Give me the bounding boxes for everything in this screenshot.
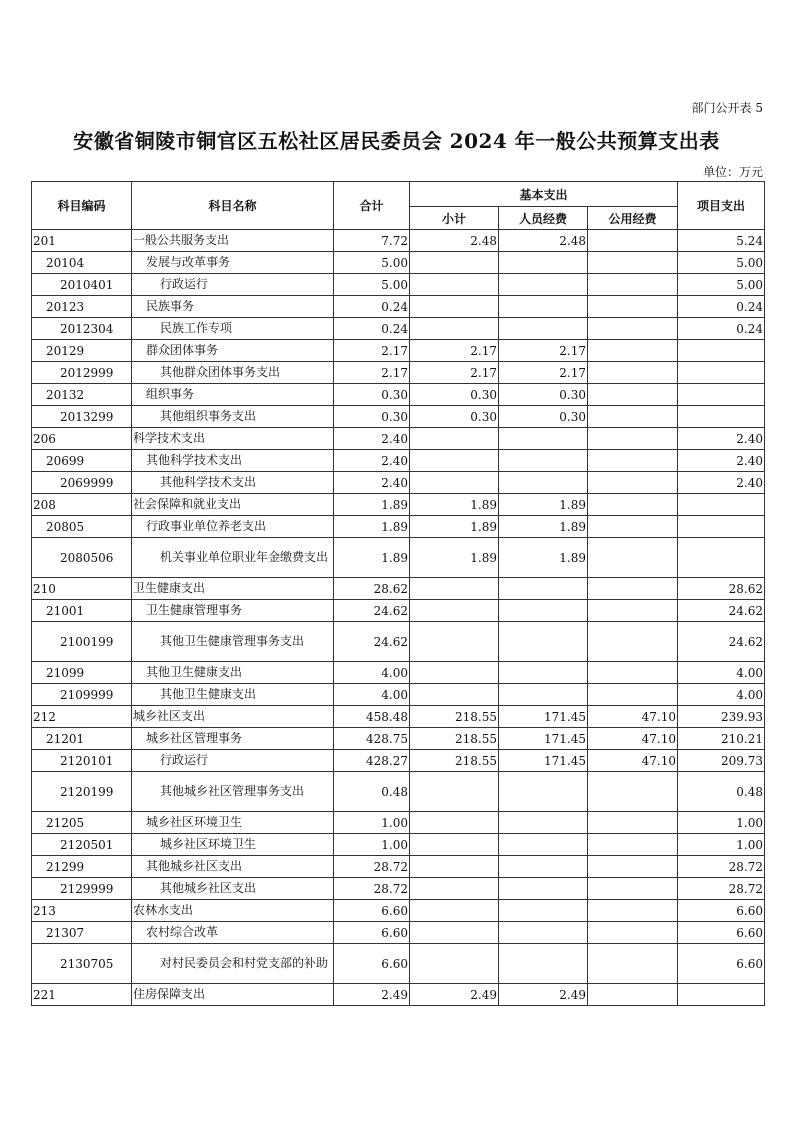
table-body: [32, 230, 765, 1006]
cell-subtotal: [410, 578, 499, 600]
cell-code: 212: [32, 706, 132, 728]
table-row: [32, 578, 765, 600]
cell-public: [588, 578, 678, 600]
cell-total: 28.72: [334, 878, 410, 900]
cell-name: 城乡社区环境卫生: [132, 812, 334, 834]
cell-total: 428.75: [334, 728, 410, 750]
cell-personnel: [499, 856, 588, 878]
cell-personnel: [499, 684, 588, 706]
cell-code: 21001: [32, 600, 132, 622]
cell-subtotal: [410, 318, 499, 340]
cell-project: 0.24: [678, 318, 765, 340]
cell-project: 4.00: [678, 662, 765, 684]
cell-project: 6.60: [678, 944, 765, 984]
cell-project: [678, 362, 765, 384]
cell-personnel: [499, 834, 588, 856]
header-total: 合计: [334, 182, 410, 230]
cell-name: 城乡社区环境卫生: [132, 834, 334, 856]
cell-name: 农林水支出: [132, 900, 334, 922]
cell-subtotal: 1.89: [410, 494, 499, 516]
cell-name: 其他卫生健康支出: [132, 662, 334, 684]
cell-code: 20104: [32, 252, 132, 274]
cell-total: 28.72: [334, 856, 410, 878]
table-row: [32, 428, 765, 450]
cell-name: 群众团体事务: [132, 340, 334, 362]
cell-public: [588, 772, 678, 812]
cell-name: 行政运行: [132, 274, 334, 296]
cell-name: 民族事务: [132, 296, 334, 318]
cell-public: [588, 450, 678, 472]
cell-code: 2130705: [32, 944, 132, 984]
cell-personnel: [499, 812, 588, 834]
cell-subtotal: [410, 922, 499, 944]
cell-total: 2.17: [334, 340, 410, 362]
cell-project: 5.00: [678, 252, 765, 274]
cell-project: 0.24: [678, 296, 765, 318]
cell-total: 5.00: [334, 252, 410, 274]
cell-name: 其他城乡社区支出: [132, 878, 334, 900]
cell-project: [678, 406, 765, 428]
cell-project: 0.48: [678, 772, 765, 812]
cell-code: 2120501: [32, 834, 132, 856]
cell-total: 2.40: [334, 428, 410, 450]
cell-total: 0.24: [334, 318, 410, 340]
cell-total: 2.49: [334, 984, 410, 1006]
table-row: [32, 362, 765, 384]
cell-subtotal: 0.30: [410, 406, 499, 428]
cell-total: 4.00: [334, 684, 410, 706]
cell-personnel: [499, 318, 588, 340]
page-title: 安徽省铜陵市铜官区五松社区居民委员会 2024 年一般公共预算支出表: [73, 129, 720, 153]
cell-personnel: [499, 878, 588, 900]
cell-name: 科学技术支出: [132, 428, 334, 450]
table-row: [32, 622, 765, 662]
cell-code: 20805: [32, 516, 132, 538]
cell-total: 1.89: [334, 538, 410, 578]
cell-code: 2120101: [32, 750, 132, 772]
cell-total: 2.40: [334, 450, 410, 472]
cell-public: [588, 856, 678, 878]
header-public: 公用经费: [588, 207, 678, 230]
cell-public: [588, 900, 678, 922]
cell-code: 2080506: [32, 538, 132, 578]
header-basic: 基本支出: [410, 182, 678, 207]
cell-subtotal: [410, 428, 499, 450]
cell-name: 其他群众团体事务支出: [132, 362, 334, 384]
cell-name: 社会保障和就业支出: [132, 494, 334, 516]
cell-personnel: 171.45: [499, 706, 588, 728]
cell-total: 4.00: [334, 662, 410, 684]
cell-code: 20129: [32, 340, 132, 362]
table-row: [32, 406, 765, 428]
cell-project: [678, 538, 765, 578]
cell-subtotal: [410, 296, 499, 318]
table-row: [32, 318, 765, 340]
cell-personnel: [499, 900, 588, 922]
cell-code: 21307: [32, 922, 132, 944]
cell-total: 7.72: [334, 230, 410, 252]
cell-personnel: [499, 662, 588, 684]
cell-subtotal: [410, 772, 499, 812]
cell-name: 其他城乡社区支出: [132, 856, 334, 878]
cell-public: [588, 406, 678, 428]
cell-total: 6.60: [334, 922, 410, 944]
cell-code: 20699: [32, 450, 132, 472]
cell-code: 213: [32, 900, 132, 922]
cell-public: [588, 230, 678, 252]
table-row: [32, 984, 765, 1006]
cell-total: 5.00: [334, 274, 410, 296]
cell-public: [588, 318, 678, 340]
cell-code: 201: [32, 230, 132, 252]
cell-subtotal: 218.55: [410, 750, 499, 772]
cell-total: 6.60: [334, 944, 410, 984]
cell-total: 6.60: [334, 900, 410, 922]
cell-subtotal: 218.55: [410, 706, 499, 728]
cell-name: 组织事务: [132, 384, 334, 406]
cell-name: 民族工作专项: [132, 318, 334, 340]
cell-total: 0.24: [334, 296, 410, 318]
cell-subtotal: 218.55: [410, 728, 499, 750]
cell-subtotal: 0.30: [410, 384, 499, 406]
cell-personnel: [499, 296, 588, 318]
cell-personnel: 2.49: [499, 984, 588, 1006]
cell-name: 其他组织事务支出: [132, 406, 334, 428]
table-row: [32, 450, 765, 472]
cell-public: [588, 252, 678, 274]
cell-subtotal: [410, 622, 499, 662]
cell-personnel: [499, 944, 588, 984]
cell-public: [588, 516, 678, 538]
cell-project: [678, 984, 765, 1006]
cell-total: 428.27: [334, 750, 410, 772]
header-personnel: 人员经费: [499, 207, 588, 230]
cell-personnel: [499, 922, 588, 944]
table-row: [32, 274, 765, 296]
cell-public: 47.10: [588, 706, 678, 728]
cell-project: 28.72: [678, 856, 765, 878]
cell-total: 2.40: [334, 472, 410, 494]
cell-personnel: [499, 450, 588, 472]
cell-total: 28.62: [334, 578, 410, 600]
cell-public: [588, 878, 678, 900]
table-row: [32, 878, 765, 900]
cell-personnel: 1.89: [499, 494, 588, 516]
cell-personnel: 0.30: [499, 406, 588, 428]
cell-project: 28.62: [678, 578, 765, 600]
table-row: [32, 684, 765, 706]
cell-subtotal: 2.17: [410, 340, 499, 362]
table-row: [32, 706, 765, 728]
header-subtotal: 小计: [410, 207, 499, 230]
cell-public: [588, 684, 678, 706]
cell-name: 住房保障支出: [132, 984, 334, 1006]
cell-public: [588, 984, 678, 1006]
table-row: [32, 516, 765, 538]
cell-code: 20123: [32, 296, 132, 318]
table-row: [32, 340, 765, 362]
table-row: [32, 834, 765, 856]
cell-subtotal: 1.89: [410, 538, 499, 578]
cell-public: [588, 922, 678, 944]
cell-project: 210.21: [678, 728, 765, 750]
cell-subtotal: [410, 450, 499, 472]
table-row: [32, 728, 765, 750]
cell-project: [678, 494, 765, 516]
cell-name: 对村民委员会和村党支部的补助: [132, 944, 334, 984]
cell-code: 210: [32, 578, 132, 600]
cell-project: 6.60: [678, 900, 765, 922]
cell-subtotal: [410, 274, 499, 296]
table-row: [32, 922, 765, 944]
form-number: 部门公开表 5: [691, 101, 763, 115]
unit-label: 单位：万元: [702, 165, 763, 179]
cell-name: 卫生健康管理事务: [132, 600, 334, 622]
cell-project: 1.00: [678, 834, 765, 856]
cell-project: 2.40: [678, 428, 765, 450]
table-row: [32, 384, 765, 406]
cell-public: [588, 538, 678, 578]
cell-public: 47.10: [588, 728, 678, 750]
cell-name: 其他科学技术支出: [132, 450, 334, 472]
cell-total: 1.89: [334, 494, 410, 516]
cell-subtotal: [410, 878, 499, 900]
cell-total: 0.48: [334, 772, 410, 812]
cell-personnel: 171.45: [499, 728, 588, 750]
cell-project: 28.72: [678, 878, 765, 900]
cell-name: 其他科学技术支出: [132, 472, 334, 494]
cell-subtotal: [410, 684, 499, 706]
table-row: [32, 296, 765, 318]
cell-name: 卫生健康支出: [132, 578, 334, 600]
cell-total: 0.30: [334, 406, 410, 428]
cell-subtotal: [410, 812, 499, 834]
cell-subtotal: [410, 662, 499, 684]
table-row: [32, 750, 765, 772]
cell-name: 城乡社区管理事务: [132, 728, 334, 750]
header-code: 科目编码: [32, 182, 132, 230]
cell-public: [588, 944, 678, 984]
cell-personnel: [499, 600, 588, 622]
cell-personnel: 2.17: [499, 340, 588, 362]
cell-total: 24.62: [334, 622, 410, 662]
cell-project: 1.00: [678, 812, 765, 834]
cell-public: [588, 622, 678, 662]
table-row: [32, 856, 765, 878]
cell-subtotal: [410, 252, 499, 274]
cell-personnel: [499, 274, 588, 296]
cell-public: [588, 274, 678, 296]
cell-code: 21099: [32, 662, 132, 684]
cell-code: 206: [32, 428, 132, 450]
cell-total: 1.00: [334, 834, 410, 856]
cell-name: 其他城乡社区管理事务支出: [132, 772, 334, 812]
cell-code: 20132: [32, 384, 132, 406]
cell-code: 208: [32, 494, 132, 516]
cell-name: 城乡社区支出: [132, 706, 334, 728]
cell-public: [588, 340, 678, 362]
cell-subtotal: 1.89: [410, 516, 499, 538]
cell-name: 机关事业单位职业年金缴费支出: [132, 538, 334, 578]
cell-subtotal: [410, 472, 499, 494]
cell-subtotal: 2.49: [410, 984, 499, 1006]
cell-public: [588, 662, 678, 684]
cell-project: 6.60: [678, 922, 765, 944]
cell-name: 行政运行: [132, 750, 334, 772]
cell-code: 2012304: [32, 318, 132, 340]
cell-subtotal: 2.48: [410, 230, 499, 252]
cell-total: 0.30: [334, 384, 410, 406]
cell-code: 2012999: [32, 362, 132, 384]
table-row: [32, 494, 765, 516]
cell-personnel: [499, 578, 588, 600]
cell-code: 21299: [32, 856, 132, 878]
table-row: [32, 812, 765, 834]
cell-public: [588, 362, 678, 384]
cell-project: 5.24: [678, 230, 765, 252]
cell-personnel: [499, 252, 588, 274]
cell-code: 2100199: [32, 622, 132, 662]
cell-total: 2.17: [334, 362, 410, 384]
table-row: [32, 252, 765, 274]
table-row: [32, 472, 765, 494]
table-row: [32, 538, 765, 578]
cell-project: 4.00: [678, 684, 765, 706]
cell-personnel: [499, 428, 588, 450]
cell-public: 47.10: [588, 750, 678, 772]
cell-project: [678, 340, 765, 362]
cell-public: [588, 428, 678, 450]
cell-code: 2069999: [32, 472, 132, 494]
cell-code: 221: [32, 984, 132, 1006]
cell-project: 2.40: [678, 472, 765, 494]
cell-personnel: 0.30: [499, 384, 588, 406]
cell-personnel: 1.89: [499, 538, 588, 578]
cell-code: 2013299: [32, 406, 132, 428]
cell-name: 一般公共服务支出: [132, 230, 334, 252]
cell-project: 24.62: [678, 622, 765, 662]
cell-code: 2109999: [32, 684, 132, 706]
cell-public: [588, 494, 678, 516]
table-row: [32, 944, 765, 984]
table-row: [32, 772, 765, 812]
budget-table: [31, 181, 765, 1006]
cell-subtotal: [410, 600, 499, 622]
cell-subtotal: 2.17: [410, 362, 499, 384]
cell-personnel: 2.48: [499, 230, 588, 252]
cell-personnel: 171.45: [499, 750, 588, 772]
cell-public: [588, 472, 678, 494]
cell-subtotal: [410, 944, 499, 984]
cell-subtotal: [410, 856, 499, 878]
cell-code: 21201: [32, 728, 132, 750]
cell-personnel: 1.89: [499, 516, 588, 538]
cell-personnel: [499, 772, 588, 812]
cell-name: 发展与改革事务: [132, 252, 334, 274]
cell-project: 239.93: [678, 706, 765, 728]
cell-project: [678, 516, 765, 538]
cell-name: 其他卫生健康管理事务支出: [132, 622, 334, 662]
cell-name: 其他卫生健康支出: [132, 684, 334, 706]
table-row: [32, 662, 765, 684]
cell-total: 1.00: [334, 812, 410, 834]
header-project: 项目支出: [678, 182, 765, 230]
cell-project: 2.40: [678, 450, 765, 472]
header-name: 科目名称: [132, 182, 334, 230]
cell-project: 209.73: [678, 750, 765, 772]
cell-name: 农村综合改革: [132, 922, 334, 944]
cell-subtotal: [410, 834, 499, 856]
cell-public: [588, 812, 678, 834]
cell-project: 24.62: [678, 600, 765, 622]
cell-public: [588, 600, 678, 622]
cell-subtotal: [410, 900, 499, 922]
cell-code: 2129999: [32, 878, 132, 900]
cell-code: 2120199: [32, 772, 132, 812]
cell-total: 1.89: [334, 516, 410, 538]
cell-public: [588, 384, 678, 406]
cell-project: 5.00: [678, 274, 765, 296]
cell-name: 行政事业单位养老支出: [132, 516, 334, 538]
cell-code: 21205: [32, 812, 132, 834]
cell-public: [588, 834, 678, 856]
cell-code: 2010401: [32, 274, 132, 296]
table-row: [32, 230, 765, 252]
cell-total: 24.62: [334, 600, 410, 622]
cell-personnel: 2.17: [499, 362, 588, 384]
cell-project: [678, 384, 765, 406]
cell-personnel: [499, 472, 588, 494]
table-row: [32, 600, 765, 622]
cell-public: [588, 296, 678, 318]
cell-total: 458.48: [334, 706, 410, 728]
table-row: [32, 900, 765, 922]
cell-personnel: [499, 622, 588, 662]
